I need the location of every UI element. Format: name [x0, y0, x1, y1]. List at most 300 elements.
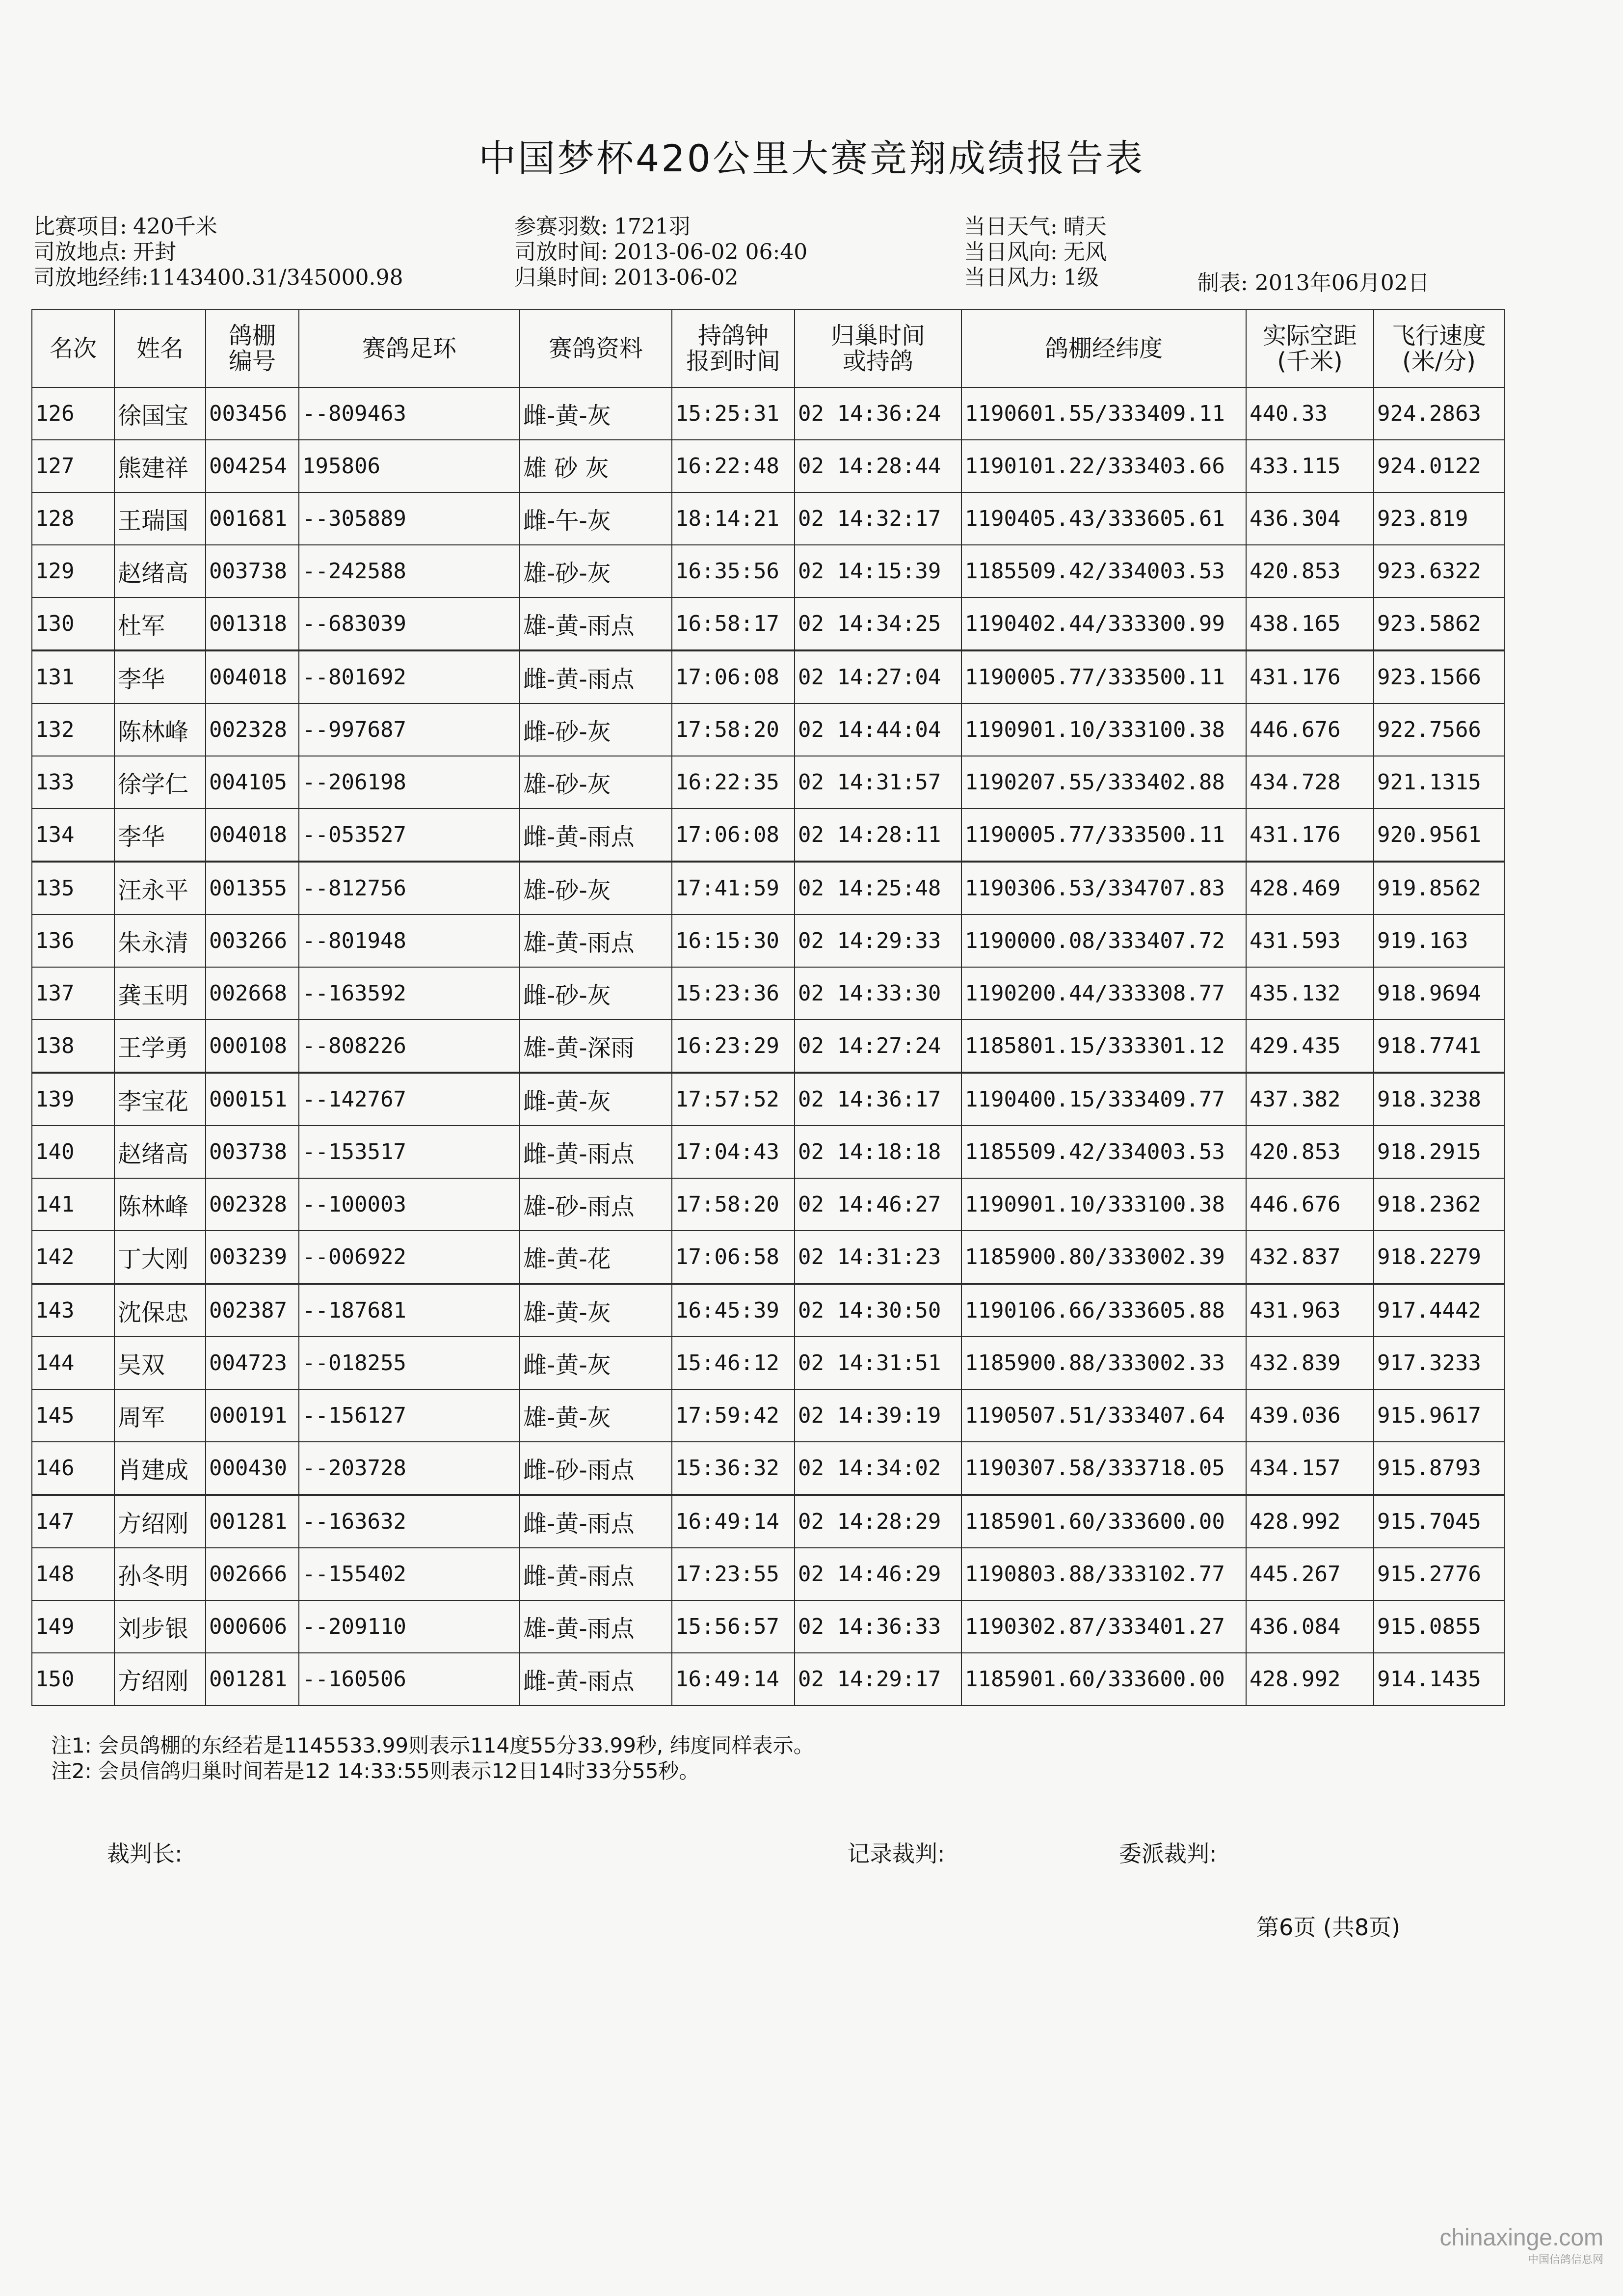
info-label: 归巢时间: — [514, 265, 608, 290]
cell-distance: 438.165 — [1246, 597, 1374, 650]
info-label: 比赛项目: — [33, 214, 127, 239]
cell-pigeon-info: 雌-砂-灰 — [520, 703, 672, 756]
info-value: 无风 — [1063, 240, 1107, 265]
cell-ring: --997687 — [299, 703, 520, 756]
cell-speed: 917.3233 — [1374, 1337, 1504, 1389]
cell-pigeon-info: 雌-黄-灰 — [520, 1337, 672, 1389]
info-row — [33, 265, 403, 291]
cell-pigeon-info: 雄-黄-灰 — [520, 1389, 672, 1442]
cell-loft: 000151 — [206, 1073, 299, 1126]
cell-speed: 920.9561 — [1374, 809, 1504, 862]
cell-coords: 1190306.53/334707.83 — [961, 862, 1246, 915]
cell-clock-time: 15:25:31 — [672, 387, 795, 440]
cell-name: 朱永清 — [114, 915, 206, 967]
header-line: 持鸽钟 — [697, 322, 769, 350]
cell-clock-time: 15:36:32 — [672, 1442, 795, 1495]
cell-clock-time: 16:15:30 — [672, 915, 795, 967]
cell-speed: 922.7566 — [1374, 703, 1504, 756]
cell-ring: --018255 — [299, 1337, 520, 1389]
cell-coords: 1190405.43/333605.61 — [961, 492, 1246, 545]
cell-name: 孙冬明 — [114, 1548, 206, 1600]
cell-rank: 129 — [32, 545, 114, 597]
cell-ring: --305889 — [299, 492, 520, 545]
info-value: 1143400.31/345000.98 — [148, 265, 403, 290]
cell-speed: 923.6322 — [1374, 545, 1504, 597]
cell-speed: 919.163 — [1374, 915, 1504, 967]
header-line: 实际空距 — [1262, 322, 1357, 350]
cell-rank: 148 — [32, 1548, 114, 1600]
cell-ring: --160506 — [299, 1653, 520, 1705]
cell-speed: 915.8793 — [1374, 1442, 1504, 1495]
notes — [51, 1733, 814, 1784]
info-row — [964, 214, 1107, 240]
cell-loft: 004018 — [206, 809, 299, 862]
info-value: 2013-06-02 — [613, 265, 739, 290]
cell-coords: 1185900.88/333002.33 — [961, 1337, 1246, 1389]
cell-loft: 002387 — [206, 1284, 299, 1337]
cell-loft: 003738 — [206, 545, 299, 597]
cell-loft: 004254 — [206, 440, 299, 492]
cell-ring: --801948 — [299, 915, 520, 967]
cell-pigeon-info: 雄-黄-深雨 — [520, 1020, 672, 1073]
table-row — [32, 756, 1504, 809]
cell-name: 汪永平 — [114, 862, 206, 915]
table-row — [32, 1389, 1504, 1442]
cell-loft: 001281 — [206, 1653, 299, 1705]
cell-rank: 145 — [32, 1389, 114, 1442]
col-header-distance — [1246, 310, 1374, 387]
cell-pigeon-info: 雄 砂 灰 — [520, 440, 672, 492]
cell-return-time: 02 14:34:02 — [795, 1442, 961, 1495]
cell-clock-time: 17:41:59 — [672, 862, 795, 915]
cell-return-time: 02 14:25:48 — [795, 862, 961, 915]
cell-distance: 432.837 — [1246, 1231, 1374, 1284]
cell-name: 赵绪高 — [114, 545, 206, 597]
cell-rank: 139 — [32, 1073, 114, 1126]
table-row — [32, 915, 1504, 967]
header-line: 报到时间 — [686, 348, 780, 375]
col-header-return — [795, 310, 961, 387]
cell-return-time: 02 14:28:29 — [795, 1495, 961, 1548]
cell-speed: 915.7045 — [1374, 1495, 1504, 1548]
info-label: 当日风向: — [964, 240, 1058, 265]
cell-ring: --683039 — [299, 597, 520, 650]
cell-distance: 431.176 — [1246, 650, 1374, 703]
cell-coords: 1190307.58/333718.05 — [961, 1442, 1246, 1495]
table-row — [32, 1442, 1504, 1495]
results-body — [32, 387, 1504, 1705]
cell-pigeon-info: 雄-黄-雨点 — [520, 1600, 672, 1653]
cell-clock-time: 16:49:14 — [672, 1653, 795, 1705]
chief-judge-label: 裁判长: — [107, 1840, 183, 1867]
cell-speed: 914.1435 — [1374, 1653, 1504, 1705]
cell-return-time: 02 14:31:23 — [795, 1231, 961, 1284]
cell-distance: 437.382 — [1246, 1073, 1374, 1126]
cell-ring: 195806 — [299, 440, 520, 492]
cell-coords: 1190601.55/333409.11 — [961, 387, 1246, 440]
info-label: 司放地点: — [33, 240, 127, 265]
table-row — [32, 492, 1504, 545]
cell-pigeon-info: 雄-黄-灰 — [520, 1284, 672, 1337]
cell-distance: 433.115 — [1246, 440, 1374, 492]
cell-speed: 923.5862 — [1374, 597, 1504, 650]
cell-coords: 1190402.44/333300.99 — [961, 597, 1246, 650]
cell-ring: --187681 — [299, 1284, 520, 1337]
cell-loft: 002668 — [206, 967, 299, 1020]
cell-loft: 003266 — [206, 915, 299, 967]
cell-rank: 138 — [32, 1020, 114, 1073]
cell-rank: 126 — [32, 387, 114, 440]
cell-loft: 001318 — [206, 597, 299, 650]
cell-clock-time: 16:49:14 — [672, 1495, 795, 1548]
cell-return-time: 02 14:36:17 — [795, 1073, 961, 1126]
cell-rank: 137 — [32, 967, 114, 1020]
cell-distance: 429.435 — [1246, 1020, 1374, 1073]
cell-clock-time: 15:46:12 — [672, 1337, 795, 1389]
col-header-speed — [1374, 310, 1504, 387]
cell-ring: --100003 — [299, 1178, 520, 1231]
table-row — [32, 1284, 1504, 1337]
table-row — [32, 1495, 1504, 1548]
cell-name: 沈保忠 — [114, 1284, 206, 1337]
info-value: 晴天 — [1063, 214, 1107, 239]
cell-loft: 001281 — [206, 1495, 299, 1548]
cell-clock-time: 17:57:52 — [672, 1073, 795, 1126]
cell-loft: 002328 — [206, 703, 299, 756]
cell-rank: 130 — [32, 597, 114, 650]
cell-pigeon-info: 雄-黄-雨点 — [520, 915, 672, 967]
cell-name: 丁大刚 — [114, 1231, 206, 1284]
cell-pigeon-info: 雌-砂-雨点 — [520, 1442, 672, 1495]
cell-clock-time: 16:22:35 — [672, 756, 795, 809]
cell-return-time: 02 14:28:11 — [795, 809, 961, 862]
cell-pigeon-info: 雌-黄-雨点 — [520, 650, 672, 703]
info-row — [964, 240, 1107, 265]
table-row — [32, 440, 1504, 492]
cell-clock-time: 16:23:29 — [672, 1020, 795, 1073]
cell-return-time: 02 14:18:18 — [795, 1126, 961, 1178]
info-value: 开封 — [133, 240, 176, 265]
cell-return-time: 02 14:46:29 — [795, 1548, 961, 1600]
cell-return-time: 02 14:27:24 — [795, 1020, 961, 1073]
cell-distance: 432.839 — [1246, 1337, 1374, 1389]
header-line: (米/分) — [1402, 348, 1476, 375]
cell-coords: 1190101.22/333403.66 — [961, 440, 1246, 492]
cell-ring: --156127 — [299, 1389, 520, 1442]
cell-distance: 436.304 — [1246, 492, 1374, 545]
table-row — [32, 1073, 1504, 1126]
cell-clock-time: 15:56:57 — [672, 1600, 795, 1653]
page-number: 第6页 (共8页) — [1256, 1914, 1401, 1941]
header-line: 鸽棚 — [228, 322, 276, 350]
cell-rank: 132 — [32, 703, 114, 756]
cell-pigeon-info: 雌-黄-雨点 — [520, 1653, 672, 1705]
cell-rank: 149 — [32, 1600, 114, 1653]
cell-speed: 924.2863 — [1374, 387, 1504, 440]
cell-coords: 1185901.60/333600.00 — [961, 1653, 1246, 1705]
note-line: 注1: 会员鸽棚的东经若是1145533.99则表示114度55分33.99秒, 纬度同样表示。 — [51, 1733, 814, 1757]
report-title: 中国梦杯420公里大赛竞翔成绩报告表 — [478, 136, 1145, 180]
cell-coords: 1190400.15/333409.77 — [961, 1073, 1246, 1126]
cell-speed: 918.2279 — [1374, 1231, 1504, 1284]
col-header-ring: 赛鸽足环 — [299, 310, 520, 387]
cell-clock-time: 17:58:20 — [672, 1178, 795, 1231]
cell-ring: --006922 — [299, 1231, 520, 1284]
cell-clock-time: 18:14:21 — [672, 492, 795, 545]
cell-coords: 1185901.60/333600.00 — [961, 1495, 1246, 1548]
cell-distance: 428.469 — [1246, 862, 1374, 915]
cell-return-time: 02 14:29:33 — [795, 915, 961, 967]
cell-speed: 918.2915 — [1374, 1126, 1504, 1178]
info-value: 420千米 — [133, 214, 217, 239]
cell-distance: 431.176 — [1246, 809, 1374, 862]
table-row — [32, 862, 1504, 915]
cell-ring: --206198 — [299, 756, 520, 809]
info-row — [514, 265, 807, 291]
cell-name: 吴双 — [114, 1337, 206, 1389]
cell-pigeon-info: 雄-砂-灰 — [520, 756, 672, 809]
cell-distance: 446.676 — [1246, 1178, 1374, 1231]
cell-clock-time: 17:59:42 — [672, 1389, 795, 1442]
cell-name: 肖建成 — [114, 1442, 206, 1495]
cell-rank: 143 — [32, 1284, 114, 1337]
cell-loft: 000430 — [206, 1442, 299, 1495]
header-row — [32, 310, 1504, 387]
cell-ring: --163632 — [299, 1495, 520, 1548]
cell-loft: 002328 — [206, 1178, 299, 1231]
cell-pigeon-info: 雌-黄-灰 — [520, 1073, 672, 1126]
cell-rank: 135 — [32, 862, 114, 915]
cell-distance: 435.132 — [1246, 967, 1374, 1020]
race-info-col-2 — [514, 214, 807, 291]
cell-return-time: 02 14:36:33 — [795, 1600, 961, 1653]
table-row — [32, 545, 1504, 597]
cell-loft: 000108 — [206, 1020, 299, 1073]
cell-pigeon-info: 雌-黄-雨点 — [520, 1126, 672, 1178]
cell-pigeon-info: 雄-砂-雨点 — [520, 1178, 672, 1231]
info-label: 司放地经纬: — [33, 265, 149, 290]
col-header-coords: 鸽棚经纬度 — [961, 310, 1246, 387]
cell-return-time: 02 14:34:25 — [795, 597, 961, 650]
cell-ring: --808226 — [299, 1020, 520, 1073]
cell-speed: 918.3238 — [1374, 1073, 1504, 1126]
cell-loft: 000191 — [206, 1389, 299, 1442]
cell-ring: --163592 — [299, 967, 520, 1020]
appointed-judge-label: 委派裁判: — [1119, 1840, 1217, 1867]
cell-name: 李华 — [114, 650, 206, 703]
table-row — [32, 1126, 1504, 1178]
cell-clock-time: 17:06:58 — [672, 1231, 795, 1284]
cell-pigeon-info: 雌-午-灰 — [520, 492, 672, 545]
cell-distance: 420.853 — [1246, 545, 1374, 597]
cell-name: 赵绪高 — [114, 1126, 206, 1178]
cell-coords: 1190302.87/333401.27 — [961, 1600, 1246, 1653]
info-value: 2013-06-02 06:40 — [613, 240, 808, 265]
cell-name: 方绍刚 — [114, 1495, 206, 1548]
header-line: 或持鸽 — [842, 348, 913, 375]
cell-name: 龚玉明 — [114, 967, 206, 1020]
table-row — [32, 1600, 1504, 1653]
cell-clock-time: 16:35:56 — [672, 545, 795, 597]
cell-return-time: 02 14:31:51 — [795, 1337, 961, 1389]
cell-pigeon-info: 雌-黄-雨点 — [520, 1548, 672, 1600]
table-row — [32, 1231, 1504, 1284]
cell-clock-time: 16:58:17 — [672, 597, 795, 650]
cell-speed: 923.819 — [1374, 492, 1504, 545]
cell-ring: --242588 — [299, 545, 520, 597]
cell-coords: 1185509.42/334003.53 — [961, 1126, 1246, 1178]
cell-rank: 141 — [32, 1178, 114, 1231]
cell-speed: 919.8562 — [1374, 862, 1504, 915]
cell-name: 王瑞国 — [114, 492, 206, 545]
cell-pigeon-info: 雌-砂-灰 — [520, 967, 672, 1020]
cell-coords: 1185900.80/333002.39 — [961, 1231, 1246, 1284]
cell-speed: 918.2362 — [1374, 1178, 1504, 1231]
cell-distance: 420.853 — [1246, 1126, 1374, 1178]
cell-pigeon-info: 雄-砂-灰 — [520, 545, 672, 597]
cell-clock-time: 16:22:48 — [672, 440, 795, 492]
info-value: 1721羽 — [613, 214, 691, 239]
cell-speed: 923.1566 — [1374, 650, 1504, 703]
cell-rank: 131 — [32, 650, 114, 703]
cell-return-time: 02 14:33:30 — [795, 967, 961, 1020]
table-row — [32, 809, 1504, 862]
info-row — [33, 240, 403, 265]
cell-rank: 150 — [32, 1653, 114, 1705]
cell-speed: 917.4442 — [1374, 1284, 1504, 1337]
cell-pigeon-info: 雌-黄-雨点 — [520, 1495, 672, 1548]
cell-rank: 147 — [32, 1495, 114, 1548]
table-row — [32, 387, 1504, 440]
cell-distance: 431.593 — [1246, 915, 1374, 967]
cell-clock-time: 16:45:39 — [672, 1284, 795, 1337]
cell-distance: 428.992 — [1246, 1653, 1374, 1705]
cell-ring: --809463 — [299, 387, 520, 440]
col-header-rank: 名次 — [32, 310, 114, 387]
cell-distance: 434.728 — [1246, 756, 1374, 809]
cell-return-time: 02 14:28:44 — [795, 440, 961, 492]
cell-clock-time: 17:23:55 — [672, 1548, 795, 1600]
results-table — [31, 309, 1505, 1706]
cell-ring: --209110 — [299, 1600, 520, 1653]
watermark-sub: 中国信鸽信息网 — [1527, 2253, 1603, 2266]
table-row — [32, 703, 1504, 756]
info-row — [514, 240, 807, 265]
cell-name: 杜军 — [114, 597, 206, 650]
cell-name: 陈林峰 — [114, 703, 206, 756]
cell-distance: 431.963 — [1246, 1284, 1374, 1337]
cell-pigeon-info: 雌-黄-灰 — [520, 387, 672, 440]
site-watermark — [1439, 2224, 1603, 2267]
cell-return-time: 02 14:46:27 — [795, 1178, 961, 1231]
cell-return-time: 02 14:27:04 — [795, 650, 961, 703]
cell-distance: 440.33 — [1246, 387, 1374, 440]
info-label: 当日风力: — [964, 265, 1058, 290]
cell-rank: 144 — [32, 1337, 114, 1389]
info-label: 当日天气: — [964, 214, 1058, 239]
cell-coords: 1190901.10/333100.38 — [961, 1178, 1246, 1231]
cell-ring: --812756 — [299, 862, 520, 915]
watermark-main: chinaxinge.com — [1439, 2225, 1603, 2251]
cell-clock-time: 17:04:43 — [672, 1126, 795, 1178]
cell-distance: 439.036 — [1246, 1389, 1374, 1442]
cell-loft: 004723 — [206, 1337, 299, 1389]
cell-speed: 924.0122 — [1374, 440, 1504, 492]
table-row — [32, 650, 1504, 703]
info-row — [964, 265, 1107, 291]
race-info-col-3 — [964, 214, 1107, 291]
cell-rank: 127 — [32, 440, 114, 492]
cell-speed: 918.7741 — [1374, 1020, 1504, 1073]
cell-pigeon-info: 雄-黄-花 — [520, 1231, 672, 1284]
cell-rank: 140 — [32, 1126, 114, 1178]
cell-name: 熊建祥 — [114, 440, 206, 492]
col-header-clock — [672, 310, 795, 387]
cell-speed: 921.1315 — [1374, 756, 1504, 809]
cell-coords: 1190005.77/333500.11 — [961, 809, 1246, 862]
header-line: 飞行速度 — [1391, 322, 1486, 350]
cell-name: 徐国宝 — [114, 387, 206, 440]
cell-loft: 002666 — [206, 1548, 299, 1600]
cell-speed: 915.2776 — [1374, 1548, 1504, 1600]
cell-clock-time: 17:58:20 — [672, 703, 795, 756]
cell-coords: 1190803.88/333102.77 — [961, 1548, 1246, 1600]
cell-loft: 003239 — [206, 1231, 299, 1284]
col-header-loft — [206, 310, 299, 387]
cell-loft: 003738 — [206, 1126, 299, 1178]
cell-name: 周军 — [114, 1389, 206, 1442]
cell-clock-time: 15:23:36 — [672, 967, 795, 1020]
cell-ring: --801692 — [299, 650, 520, 703]
table-row — [32, 1178, 1504, 1231]
cell-name: 徐学仁 — [114, 756, 206, 809]
cell-clock-time: 17:06:08 — [672, 650, 795, 703]
table-row — [32, 1548, 1504, 1600]
col-header-name: 姓名 — [114, 310, 206, 387]
cell-name: 刘步银 — [114, 1600, 206, 1653]
made-by-label: 制表: — [1197, 270, 1248, 296]
cell-name: 王学勇 — [114, 1020, 206, 1073]
made-by-date: 2013年06月02日 — [1254, 270, 1430, 296]
cell-return-time: 02 14:29:17 — [795, 1653, 961, 1705]
cell-rank: 142 — [32, 1231, 114, 1284]
cell-return-time: 02 14:36:24 — [795, 387, 961, 440]
cell-return-time: 02 14:15:39 — [795, 545, 961, 597]
info-label: 司放时间: — [514, 240, 608, 265]
cell-return-time: 02 14:32:17 — [795, 492, 961, 545]
cell-loft: 001681 — [206, 492, 299, 545]
cell-coords: 1190200.44/333308.77 — [961, 967, 1246, 1020]
table-row — [32, 597, 1504, 650]
cell-coords: 1185801.15/333301.12 — [961, 1020, 1246, 1073]
cell-ring: --142767 — [299, 1073, 520, 1126]
cell-coords: 1190207.55/333402.88 — [961, 756, 1246, 809]
cell-speed: 915.0855 — [1374, 1600, 1504, 1653]
table-row — [32, 1653, 1504, 1705]
note-line: 注2: 会员信鸽归巢时间若是12 14:33:55则表示12日14时33分55秒。 — [51, 1759, 700, 1783]
race-info-col-1 — [33, 214, 403, 291]
cell-ring: --155402 — [299, 1548, 520, 1600]
cell-coords: 1190000.08/333407.72 — [961, 915, 1246, 967]
cell-distance: 436.084 — [1246, 1600, 1374, 1653]
cell-pigeon-info: 雄-黄-雨点 — [520, 597, 672, 650]
cell-coords: 1190106.66/333605.88 — [961, 1284, 1246, 1337]
cell-speed: 915.9617 — [1374, 1389, 1504, 1442]
cell-loft: 001355 — [206, 862, 299, 915]
cell-name: 李华 — [114, 809, 206, 862]
cell-ring: --203728 — [299, 1442, 520, 1495]
header-line: 编号 — [228, 348, 276, 375]
